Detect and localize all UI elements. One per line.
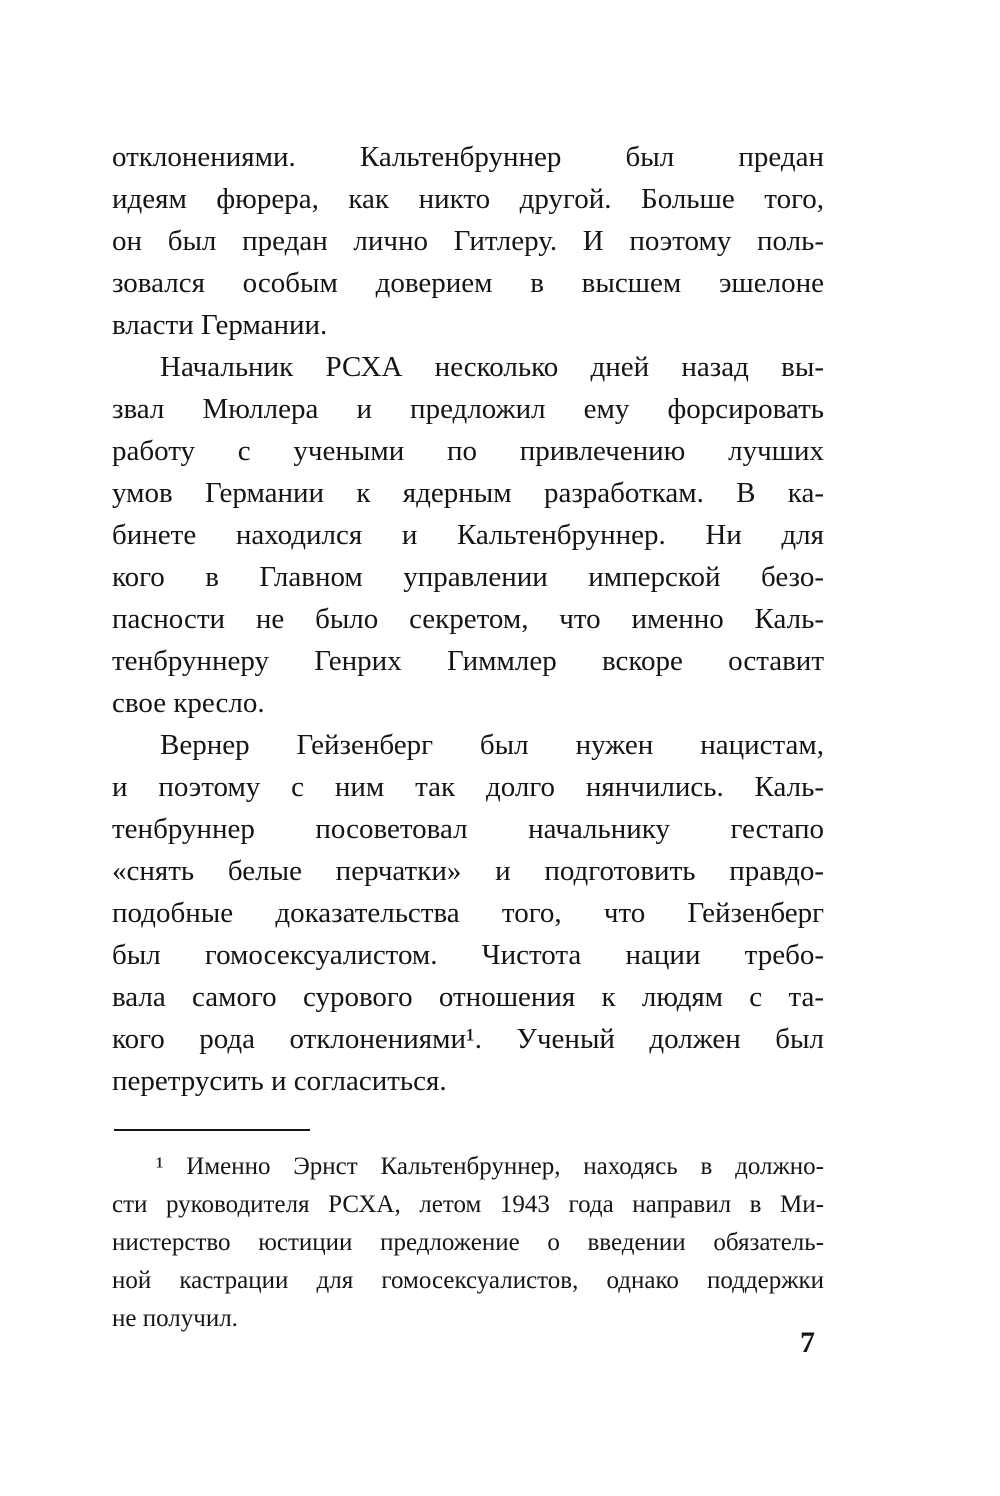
footnote-line: ¹ Именно Эрнст Кальтенбруннер, находясь в должно- — [156, 1153, 824, 1180]
text-line: зовался особым доверием в высшем эшелоне — [112, 267, 824, 299]
text-line: он был предан лично Гитлеру. И поэтому поль- — [112, 225, 824, 257]
paragraph — [112, 346, 824, 724]
footnote-line: сти руководителя РСХА, летом 1943 года направил в Ми- — [112, 1191, 824, 1218]
text-line: власти Германии. — [112, 309, 328, 341]
text-line: звал Мюллера и предложил ему форсировать — [112, 393, 824, 425]
text-line: тенбруннеру Генрих Гиммлер вскоре оставит — [112, 645, 824, 677]
text-line: Вернер Гейзенберг был нужен нацистам, — [160, 729, 824, 761]
footnote — [112, 1148, 824, 1338]
paragraph — [112, 136, 824, 346]
text-line: работу с учеными по привлечению лучших — [112, 435, 824, 467]
text-line: был гомосексуалистом. Чистота нации требо- — [112, 939, 824, 971]
text-line: «снять белые перчатки» и подготовить правдо- — [112, 855, 824, 887]
text-line: Начальник РСХА несколько дней назад вы- — [160, 351, 824, 383]
text-line: пасности не было секретом, что именно Каль- — [112, 603, 824, 635]
text-column — [112, 136, 824, 1338]
footnote-line: нистерство юстиции предложение о введении обязатель- — [112, 1229, 824, 1256]
text-line: и поэтому с ним так долго нянчились. Каль- — [112, 771, 824, 803]
page-number: 7 — [800, 1326, 815, 1359]
footnote-divider — [114, 1129, 310, 1131]
text-line: перетрусить и согласиться. — [112, 1065, 447, 1097]
paragraph — [112, 724, 824, 1102]
main-text — [112, 136, 824, 1102]
footnote-line: не получил. — [112, 1305, 238, 1332]
text-line: кого рода отклонениями¹. Ученый должен был — [112, 1023, 824, 1055]
text-line: идеям фюрера, как никто другой. Больше того, — [112, 183, 824, 215]
text-line: умов Германии к ядерным разработкам. В ка- — [112, 477, 824, 509]
text-line: свое кресло. — [112, 687, 265, 719]
text-line: бинете находился и Кальтенбруннер. Ни для — [112, 519, 824, 551]
text-line: вала самого сурового отношения к людям с та- — [112, 981, 824, 1013]
footnote-line: ной кастрации для гомосексуалистов, однако поддержки — [112, 1267, 824, 1294]
text-line: тенбруннер посоветовал начальнику гестапо — [112, 813, 824, 845]
text-line: кого в Главном управлении имперской безо- — [112, 561, 824, 593]
text-line: подобные доказательства того, что Гейзенберг — [112, 897, 824, 929]
text-line: отклонениями. Кальтенбруннер был предан — [112, 141, 824, 173]
